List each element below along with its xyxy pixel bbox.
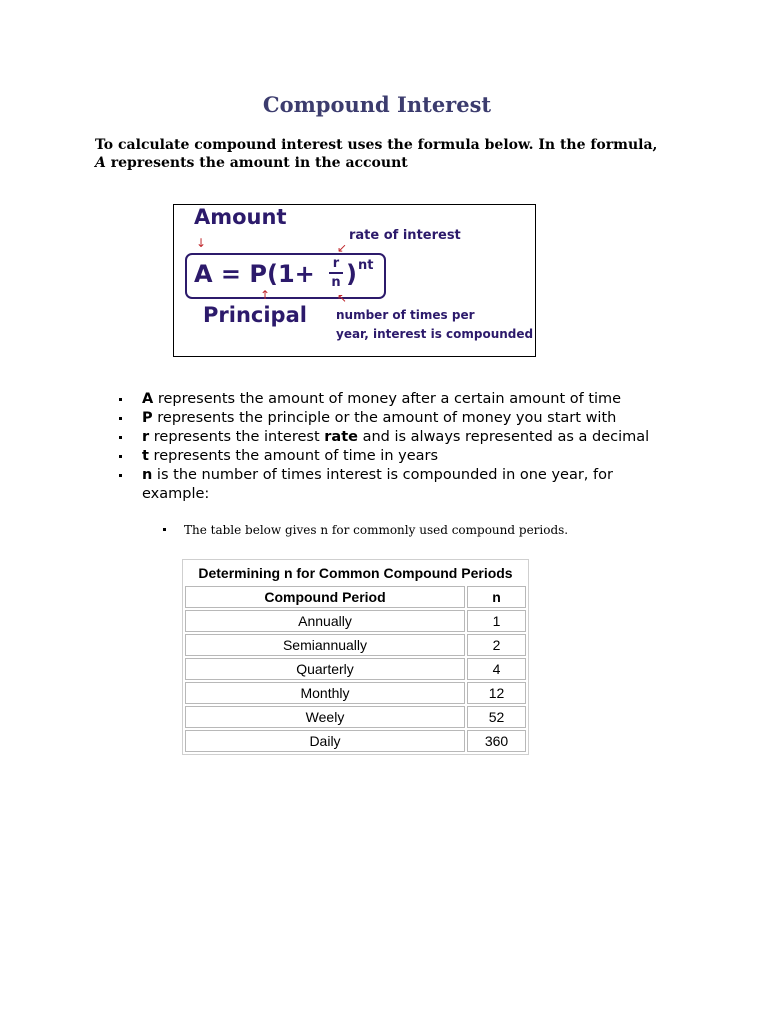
table-caption: Determining n for Common Compound Periods <box>198 565 513 581</box>
table-cell: Daily <box>185 730 465 752</box>
table-cell: 2 <box>467 634 526 656</box>
bullet-text: represents the amount of money after a certain amount of time <box>153 391 622 407</box>
table-cell: 360 <box>467 730 526 752</box>
ntimes-line-2: year, interest is compounded <box>336 327 534 341</box>
bullet-square-icon <box>163 528 166 531</box>
table-cell: Monthly <box>185 682 465 704</box>
arrow-down-icon: ↓ <box>196 236 207 250</box>
list-item <box>117 409 657 428</box>
bullet-term: t <box>142 448 149 464</box>
formula-principal-label: Principal <box>203 303 307 327</box>
formula-equation-box <box>185 253 386 302</box>
sub-bullet-text: The table below gives n for commonly used compound periods. <box>184 523 569 537</box>
bullet-text: is the number of times interest is compounded in one year, for example: <box>142 467 613 502</box>
table-cell: 1 <box>467 610 526 632</box>
intro-line-1: To calculate compound interest uses the formula below. In the formula, <box>95 137 658 153</box>
bullet-text: represents the amount of time in years <box>148 448 439 464</box>
bullet-bold-word: rate <box>324 429 358 445</box>
fraction-bar <box>329 272 343 274</box>
table-row <box>185 682 526 704</box>
table-header-period: Compound Period <box>185 586 465 608</box>
table-row <box>185 610 526 632</box>
list-item <box>117 428 657 447</box>
table-row <box>185 634 526 656</box>
variable-list <box>117 390 657 504</box>
bullet-term: r <box>142 429 150 445</box>
table-cell: Annually <box>185 610 465 632</box>
intro-paragraph <box>95 136 685 172</box>
bullet-text: represents the interest <box>149 429 325 445</box>
list-item <box>117 466 657 503</box>
arrow-rate-icon: ↙ <box>337 241 348 255</box>
bullet-text: and is always represented as a decimal <box>357 429 650 445</box>
ntimes-line-1: number of times per <box>336 308 475 322</box>
fraction-denominator: n <box>331 275 341 290</box>
compound-periods-table <box>182 559 529 755</box>
table-cell: 4 <box>467 658 526 680</box>
intro-var-a: A <box>95 155 106 171</box>
formula-image <box>173 204 536 357</box>
bullet-term: A <box>142 391 154 407</box>
formula-rate-label: rate of interest <box>349 228 461 243</box>
list-item <box>117 390 657 409</box>
table-row <box>185 658 526 680</box>
table-row <box>185 730 526 752</box>
sub-bullet-note <box>163 523 568 537</box>
formula-close-paren: ) <box>346 260 357 288</box>
formula-equation-left: A = P(1+ <box>194 260 315 288</box>
list-item <box>117 447 657 466</box>
page-title: Compound Interest <box>262 92 492 117</box>
arrow-up-icon: ↑ <box>260 288 271 302</box>
table-row <box>185 706 526 728</box>
arrow-n-icon: ↖ <box>337 291 348 305</box>
bullet-term: P <box>142 410 153 426</box>
intro-line-2: represents the amount in the account <box>105 155 408 171</box>
formula-fraction <box>329 256 343 290</box>
bullet-text: represents the principle or the amount of money you start with <box>152 410 617 426</box>
bullet-term: n <box>142 467 153 483</box>
fraction-numerator: r <box>332 256 340 271</box>
table-header-n: n <box>467 586 526 608</box>
table-cell: Semiannually <box>185 634 465 656</box>
table-cell: Weely <box>185 706 465 728</box>
table-cell: Quarterly <box>185 658 465 680</box>
formula-ntimes-label <box>336 306 536 344</box>
formula-exponent: nt <box>358 258 374 273</box>
table-cell: 52 <box>467 706 526 728</box>
formula-amount-label: Amount <box>194 205 287 229</box>
table-cell: 12 <box>467 682 526 704</box>
